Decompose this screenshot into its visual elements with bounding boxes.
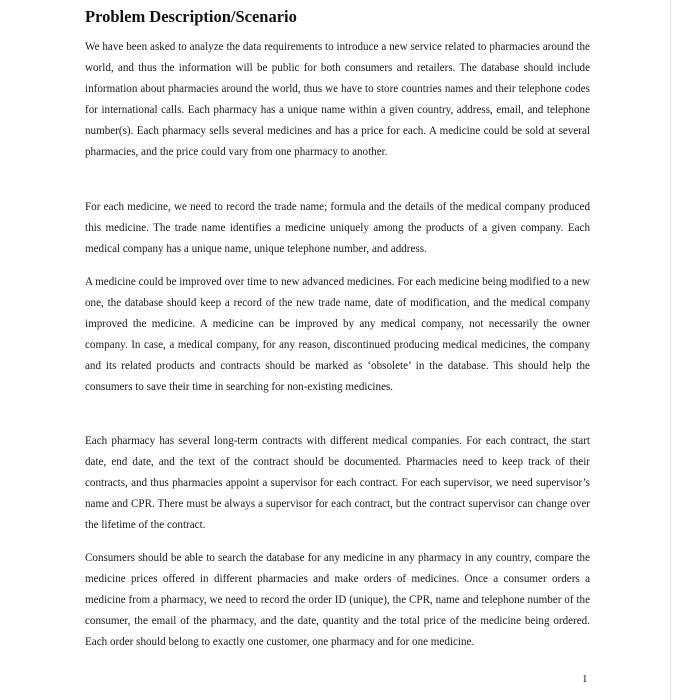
- paragraph-orders: Consumers should be able to search the database for any medicine in any pharmacy in any country, compare the medicine prices offered in different pharmacies and make orders of medicines. Once a consumer orders a medicine from a pharmacy, we need to record the order ID (unique), the CPR, name and telephone number of the consumer, the email of the pharmacy, and the date, quantity and the total price of the medicine being ordered. Each order should belong to exactly one customer, one pharmacy and for one medicine.: [85, 552, 590, 648]
- document-title: Problem Description/Scenario: [85, 7, 297, 26]
- paragraph-improvements: A medicine could be improved over time to new advanced medicines. For each medicine being modified to a new one, the database should keep a record of the new trade name, date of modification, and the medical company improved the medicine. A medicine can be improved by any medical company, not necessarily the owner company. In case, a medical company, for any reason, discontinued producing medical medicines, the company and its related products and contracts should be marked as ‘obsolete’ in the database. This should help the consumers to save their time in searching for non-existing medicines.: [85, 276, 590, 393]
- page-number: 1: [582, 673, 588, 685]
- paragraph-contracts: Each pharmacy has several long-term contracts with different medical companies. For each contract, the start date, end date, and the text of the contract should be documented. Pharmacies need to keep track of their contracts, and thus pharmacies appoint a supervisor for each contract. For each supervisor, we need supervisor’s name and CPR. There must be always a supervisor for each contract, but the contract supervisor can change over the lifetime of the contract.: [85, 435, 590, 531]
- paragraph-medicines: For each medicine, we need to record the trade name; formula and the details of the medical company produced this medicine. The trade name identifies a medicine uniquely among the products of a given company. Each medical company has a unique name, unique telephone number, and address.: [85, 201, 590, 255]
- paragraph-pharmacies: We have been asked to analyze the data requirements to introduce a new service related to pharmacies around the world, and thus the information will be public for both consumers and retailers. The database should include information about pharmacies around the world, thus we have to store countries names and their telephone codes for international calls. Each pharmacy has a unique name within a given country, address, email, and telephone number(s). Each pharmacy sells several medicines and has a price for each. A medicine could be sold at several pharmacies, and the price could vary from one pharmacy to another.: [85, 41, 590, 158]
